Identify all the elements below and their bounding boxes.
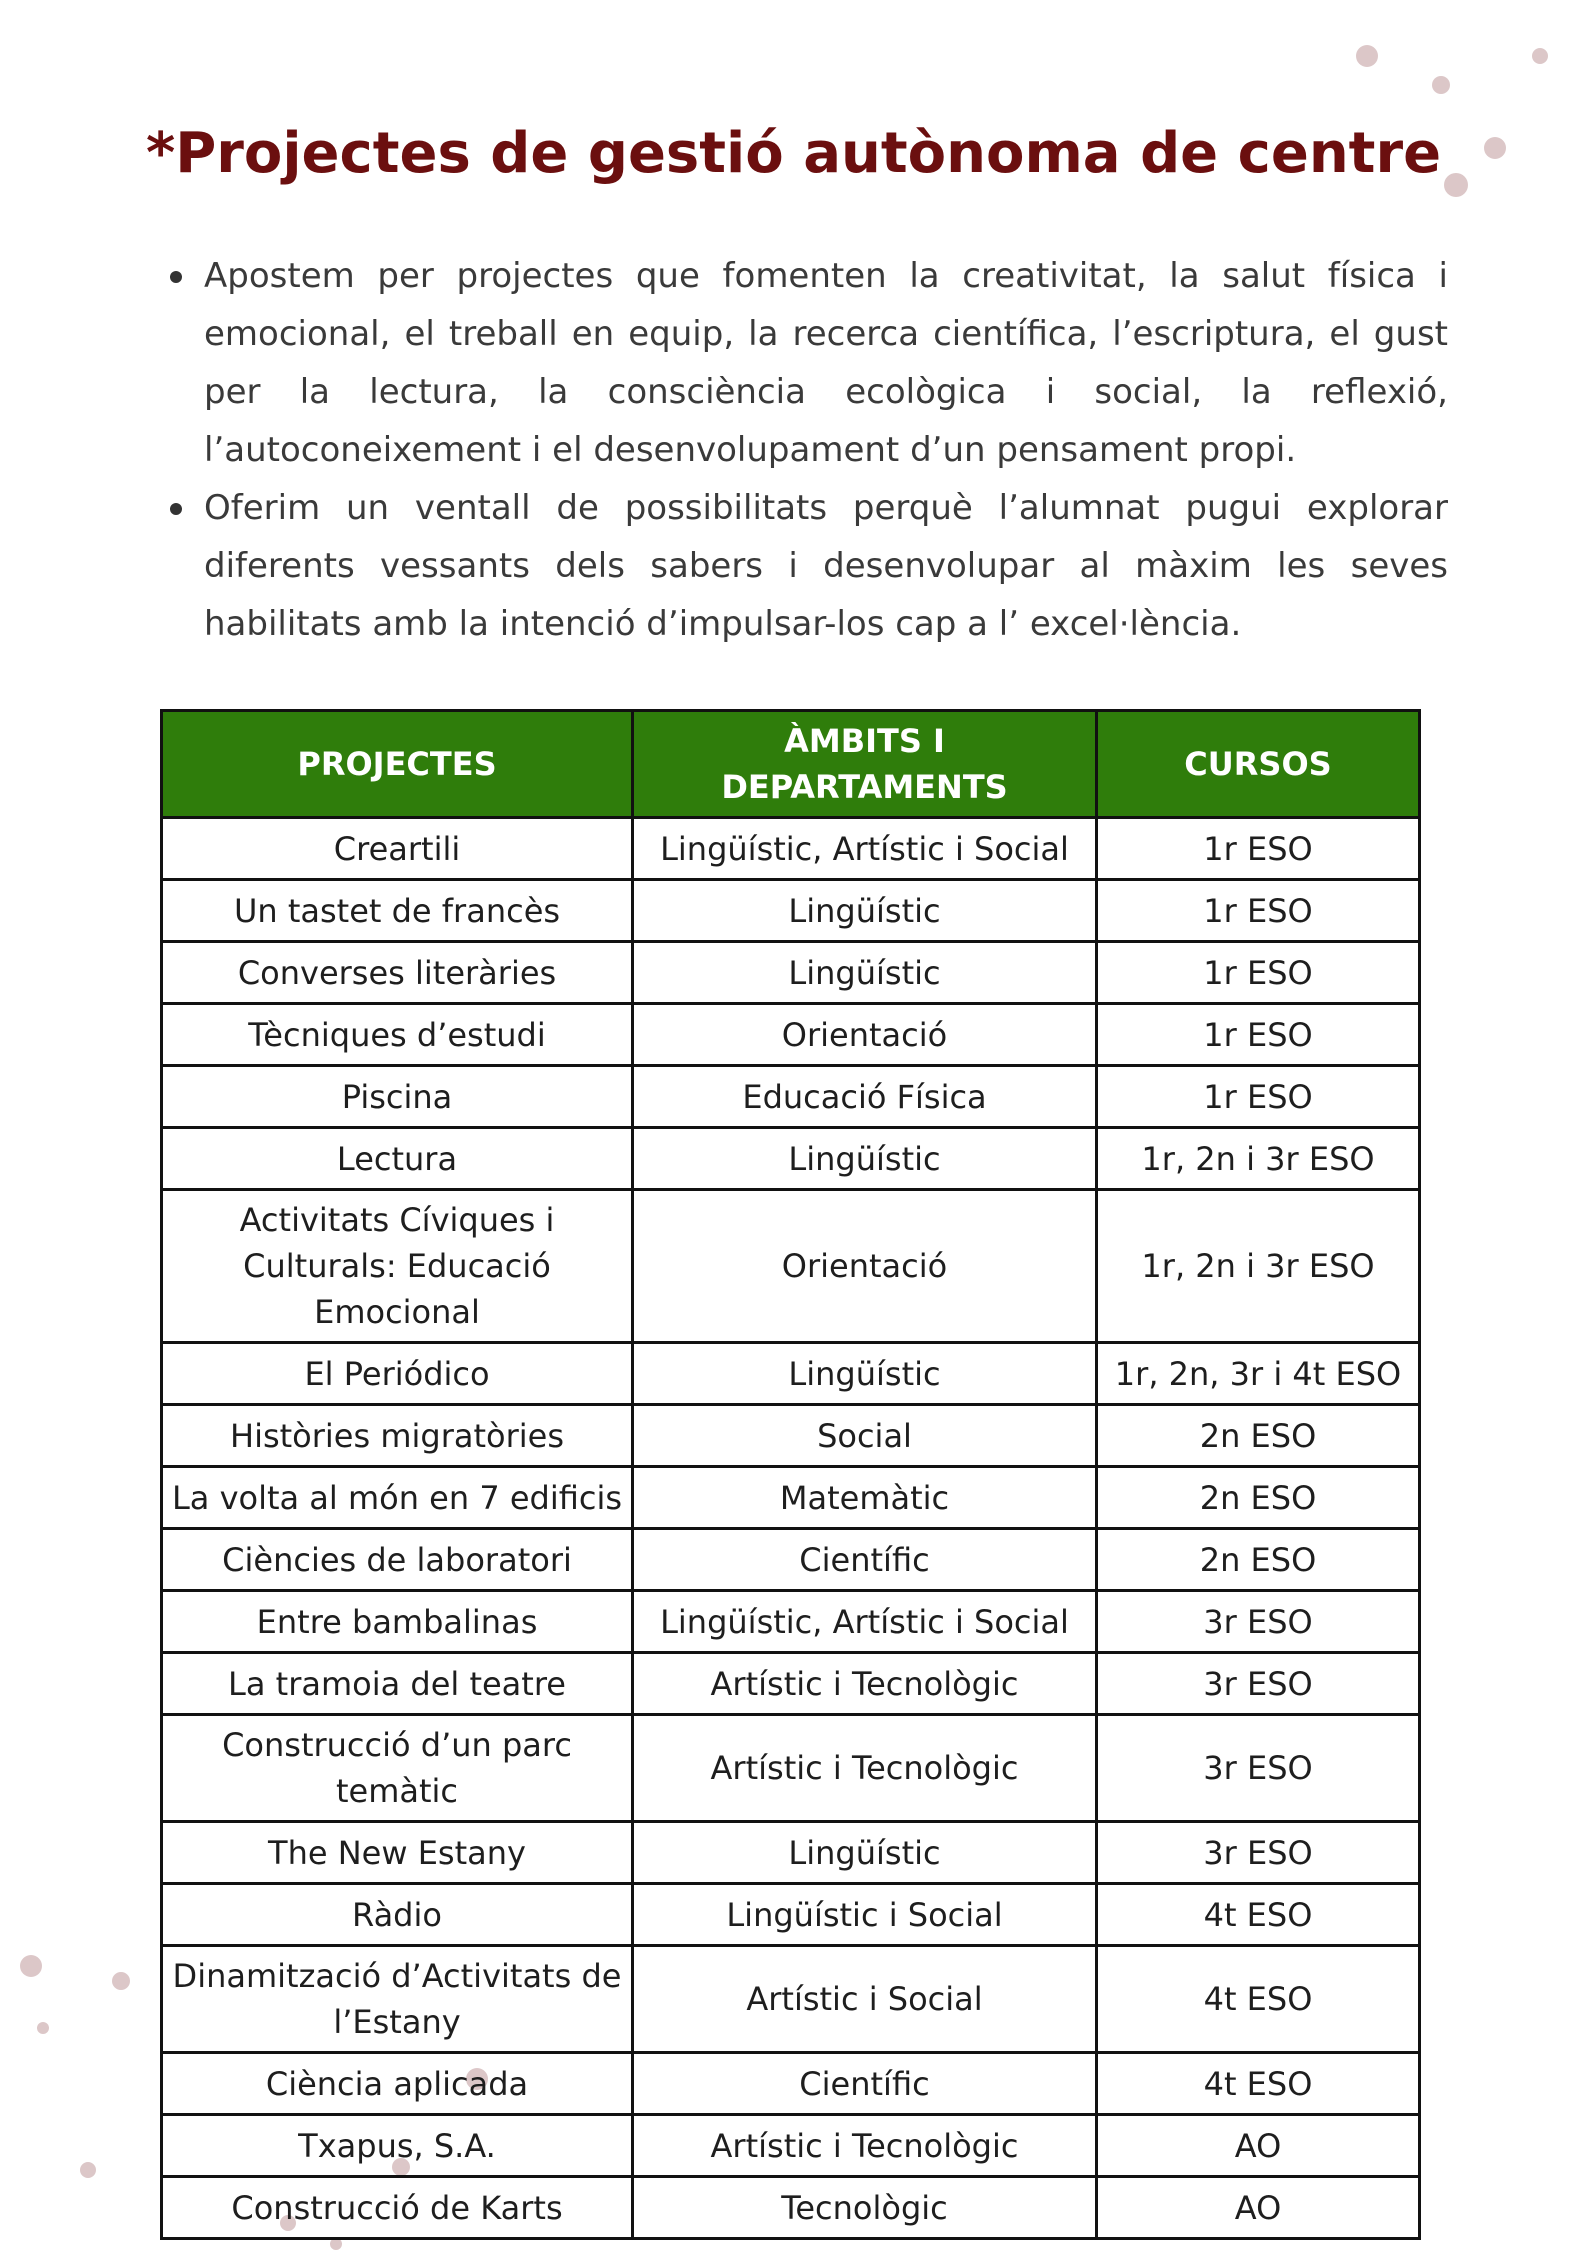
course-cell: 1r, 2n, 3r i 4t ESO bbox=[1097, 1343, 1420, 1405]
table-row bbox=[162, 1715, 1420, 1822]
ambit-cell: Lingüístic bbox=[633, 880, 1097, 942]
ambit-cell: Matemàtic bbox=[633, 1467, 1097, 1529]
course-cell: 1r ESO bbox=[1097, 818, 1420, 880]
ambit-cell: Artístic i Social bbox=[633, 1946, 1097, 2053]
table-row bbox=[162, 1190, 1420, 1343]
bullet-icon bbox=[170, 503, 182, 515]
ambit-cell: Lingüístic bbox=[633, 1128, 1097, 1190]
ambit-cell: Artístic i Tecnològic bbox=[633, 1715, 1097, 1822]
decorative-dot bbox=[1432, 76, 1450, 94]
bullet-text: Apostem per projectes que fomenten la creativitat, la salut física i emocional, el treball en equip, la recerca científica, l’escriptura, el gust per la lectura, la consciència ecològica i social, la reflexió, l’autoconeixement i el desenvolupament d’un pensament propi. bbox=[204, 256, 1448, 470]
ambit-cell: Educació Física bbox=[633, 1066, 1097, 1128]
decorative-dot bbox=[20, 1955, 42, 1977]
project-cell: Construcció de Karts bbox=[162, 2177, 633, 2239]
ambit-cell: Lingüístic bbox=[633, 942, 1097, 1004]
table-row bbox=[162, 1004, 1420, 1066]
course-cell: 1r ESO bbox=[1097, 942, 1420, 1004]
course-cell: 3r ESO bbox=[1097, 1591, 1420, 1653]
project-cell: Lectura bbox=[162, 1128, 633, 1190]
ambit-cell: Social bbox=[633, 1405, 1097, 1467]
bullet-item bbox=[204, 479, 1448, 653]
decorative-dot bbox=[1356, 45, 1378, 67]
course-cell: 2n ESO bbox=[1097, 1529, 1420, 1591]
table-row bbox=[162, 1066, 1420, 1128]
project-cell: Converses literàries bbox=[162, 942, 633, 1004]
ambit-cell: Lingüístic bbox=[633, 1343, 1097, 1405]
table-row bbox=[162, 1884, 1420, 1946]
course-cell: AO bbox=[1097, 2177, 1420, 2239]
course-cell: AO bbox=[1097, 2115, 1420, 2177]
table-row bbox=[162, 1653, 1420, 1715]
table-row bbox=[162, 1128, 1420, 1190]
bullet-text: Oferim un ventall de possibilitats perquè l’alumnat pugui explorar diferents vessants dels sabers i desenvolupar al màxim les seves habilitats amb la intenció d’impulsar-los cap a l’ excel·lència. bbox=[204, 488, 1448, 644]
ambit-cell: Científic bbox=[633, 1529, 1097, 1591]
table-row bbox=[162, 1946, 1420, 2053]
course-cell: 4t ESO bbox=[1097, 1884, 1420, 1946]
course-cell: 1r, 2n i 3r ESO bbox=[1097, 1128, 1420, 1190]
table-row bbox=[162, 2177, 1420, 2239]
ambit-cell: Artístic i Tecnològic bbox=[633, 1653, 1097, 1715]
ambit-cell: Lingüístic bbox=[633, 1822, 1097, 1884]
table-row bbox=[162, 1405, 1420, 1467]
bullet-item bbox=[204, 247, 1448, 479]
project-cell: Dinamització d’Activitats de l’Estany bbox=[162, 1946, 633, 2053]
projects-table bbox=[160, 709, 1421, 2240]
ambit-cell: Científic bbox=[633, 2053, 1097, 2115]
ambit-cell: Tecnològic bbox=[633, 2177, 1097, 2239]
course-cell: 2n ESO bbox=[1097, 1467, 1420, 1529]
bullet-icon bbox=[170, 271, 182, 283]
decorative-dot bbox=[37, 2022, 49, 2034]
project-cell: Tècniques d’estudi bbox=[162, 1004, 633, 1066]
decorative-dot bbox=[1532, 48, 1548, 64]
project-cell: Ciència aplicada bbox=[162, 2053, 633, 2115]
course-cell: 3r ESO bbox=[1097, 1715, 1420, 1822]
ambit-cell: Orientació bbox=[633, 1190, 1097, 1343]
table-body bbox=[162, 818, 1420, 2239]
page-title: *Projectes de gestió autònoma de centre bbox=[145, 121, 1442, 186]
course-cell: 3r ESO bbox=[1097, 1653, 1420, 1715]
header-ambits: ÀMBITS I DEPARTAMENTS bbox=[633, 711, 1097, 818]
course-cell: 1r ESO bbox=[1097, 880, 1420, 942]
course-cell: 1r ESO bbox=[1097, 1004, 1420, 1066]
project-cell: Històries migratòries bbox=[162, 1405, 633, 1467]
table-row bbox=[162, 2115, 1420, 2177]
project-cell: Txapus, S.A. bbox=[162, 2115, 633, 2177]
project-cell: Creartili bbox=[162, 818, 633, 880]
course-cell: 4t ESO bbox=[1097, 2053, 1420, 2115]
course-cell: 3r ESO bbox=[1097, 1822, 1420, 1884]
course-cell: 4t ESO bbox=[1097, 1946, 1420, 2053]
decorative-dot bbox=[112, 1972, 130, 1990]
project-cell: La volta al món en 7 edificis bbox=[162, 1467, 633, 1529]
project-cell: Piscina bbox=[162, 1066, 633, 1128]
table-row bbox=[162, 942, 1420, 1004]
table-row bbox=[162, 2053, 1420, 2115]
ambit-cell: Lingüístic, Artístic i Social bbox=[633, 818, 1097, 880]
course-cell: 2n ESO bbox=[1097, 1405, 1420, 1467]
table-row bbox=[162, 818, 1420, 880]
project-cell: The New Estany bbox=[162, 1822, 633, 1884]
table-row bbox=[162, 1529, 1420, 1591]
course-cell: 1r, 2n i 3r ESO bbox=[1097, 1190, 1420, 1343]
ambit-cell: Artístic i Tecnològic bbox=[633, 2115, 1097, 2177]
project-cell: Construcció d’un parc temàtic bbox=[162, 1715, 633, 1822]
project-cell: El Periódico bbox=[162, 1343, 633, 1405]
project-cell: La tramoia del teatre bbox=[162, 1653, 633, 1715]
header-cursos: CURSOS bbox=[1097, 711, 1420, 818]
table-row bbox=[162, 1467, 1420, 1529]
project-cell: Entre bambalinas bbox=[162, 1591, 633, 1653]
table-header-row bbox=[162, 711, 1420, 818]
table-row bbox=[162, 1591, 1420, 1653]
project-cell: Ràdio bbox=[162, 1884, 633, 1946]
project-cell: Activitats Cíviques i Culturals: Educació Emocional bbox=[162, 1190, 633, 1343]
header-projectes: PROJECTES bbox=[162, 711, 633, 818]
ambit-cell: Lingüístic i Social bbox=[633, 1884, 1097, 1946]
course-cell: 1r ESO bbox=[1097, 1066, 1420, 1128]
project-cell: Un tastet de francès bbox=[162, 880, 633, 942]
ambit-cell: Lingüístic, Artístic i Social bbox=[633, 1591, 1097, 1653]
table-row bbox=[162, 1343, 1420, 1405]
ambit-cell: Orientació bbox=[633, 1004, 1097, 1066]
project-cell: Ciències de laboratori bbox=[162, 1529, 633, 1591]
intro-bullet-list bbox=[204, 247, 1448, 653]
decorative-dot bbox=[80, 2162, 96, 2178]
table-row bbox=[162, 880, 1420, 942]
table-row bbox=[162, 1822, 1420, 1884]
